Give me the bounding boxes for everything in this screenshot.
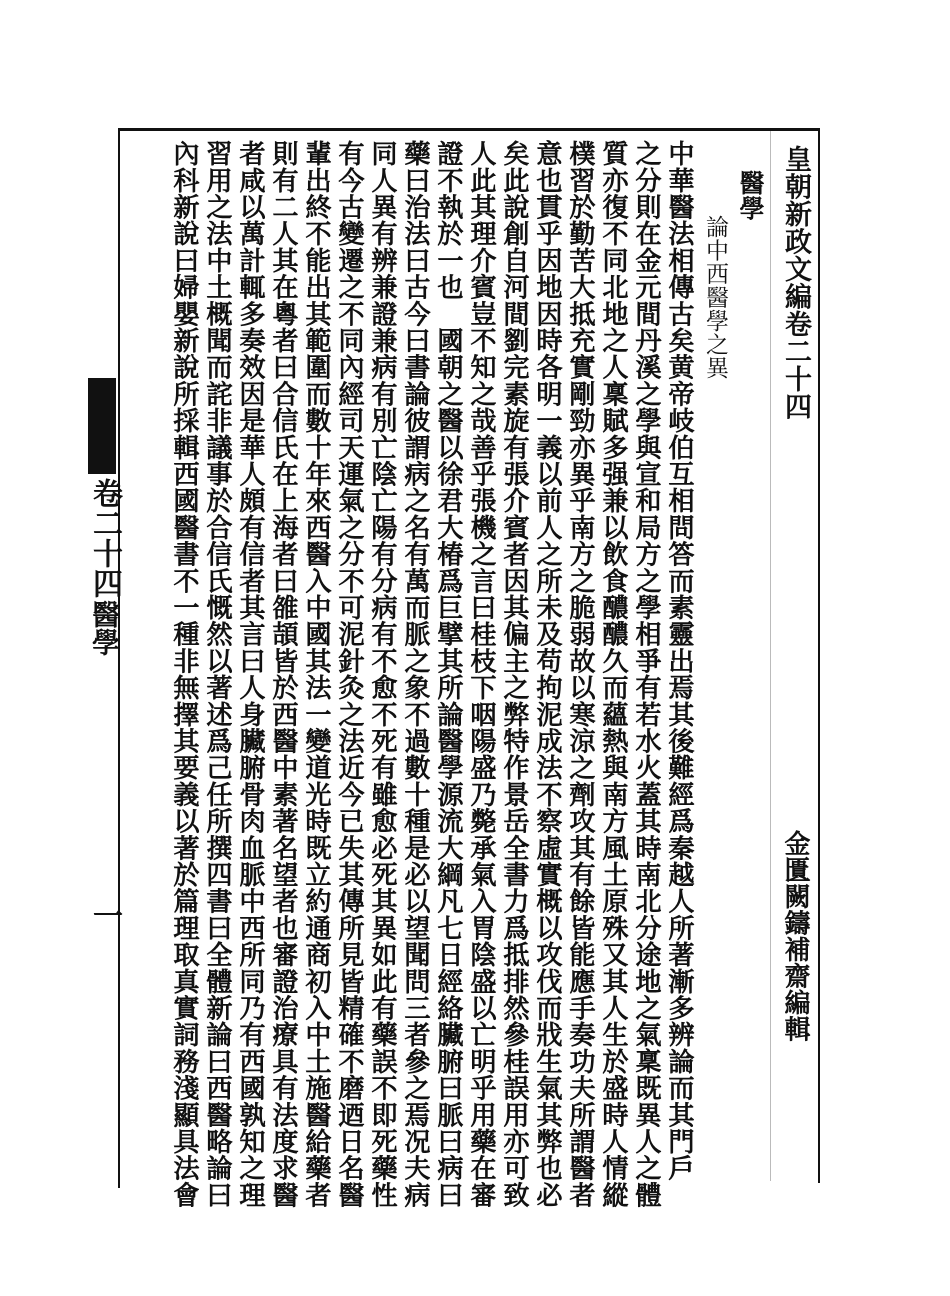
- text-column: 輩出終不能出其範圍而數十年來西醫入中國其法一變道光時既立約通商初入中土施醫給藥者: [301, 140, 332, 1208]
- title-column-rule: [770, 131, 771, 1181]
- margin-section-label: 醫學: [88, 600, 121, 656]
- text-column: 同人異有辨兼證兼病有別亡陰亡陽有分病有不愈不死有雖愈必死其異如此有藥誤不即死藥性: [367, 140, 398, 1208]
- margin-page-number: 一: [87, 900, 122, 930]
- text-column: 者咸以萬計輒多奏效因是華人頗有信者其言曰人身臟腑骨肉血脈中西所同乃有西國孰知之理: [235, 140, 266, 1208]
- text-column: 則有二人其在粵者曰合信氏在上海者曰雒頡皆於西醫中素著名望者也審證治療具有法度求醫: [268, 140, 299, 1208]
- text-column: 證不執於一也 國朝之醫以徐君大椿爲巨擘其所論醫學源流大綱凡七日經絡臟腑曰脈曰病曰: [433, 140, 464, 1208]
- margin-volume-label: 卷二十四: [87, 478, 122, 598]
- text-column: 質亦復不同北地之人稟賦多强兼以飲食醲醲久而蘊熱與南方風土原殊又其人生於盛時人情縱: [598, 140, 629, 1208]
- text-column: 有今古變遷之不同內經司天運氣之分不可泥針灸之法近今已失其傳所見皆精確不磨迺日名醫: [334, 140, 365, 1208]
- right-border-rule: [818, 128, 820, 1183]
- text-column: 人此其理介賓豈不知之哉善乎張機之言曰桂枝下咽陽盛乃斃承氣入胃陰盛以亡明乎用藥在審: [466, 140, 497, 1208]
- editor-credit: 金匱闕鑄補齋編輯: [780, 830, 810, 1042]
- text-column: 之分則在金元間丹溪之學與宣和局方之學相爭有若水火蓋其時南北分途地之氣稟既異人之體: [631, 140, 662, 1208]
- left-border-rule: [118, 128, 120, 1188]
- text-column: 習用之法中土概聞而詫非議事於合信氏慨然以著述爲己任所撰四書曰全體新論曰西醫略論曰: [202, 140, 233, 1208]
- text-column: 中華醫法相傳古矣黄帝岐伯互相問答而素靈出焉其後難經爲秦越人所著漸多辨論而其門戶: [664, 140, 695, 1182]
- text-column: 意也貫乎因地因時各明一義以前人之所未及苟拘泥成法不察虛實概以攻伐而戕生氣其弊也必: [532, 140, 563, 1208]
- article-title: 論中西醫學之異: [702, 215, 728, 380]
- text-column: 內科新說曰婦嬰新說所採輯西國醫書不一種非無擇其要義以著於篇理取真實詞務淺顯具法會: [169, 140, 200, 1208]
- fishtail-block-mark: [88, 378, 116, 474]
- section-heading: 醫學: [736, 170, 765, 221]
- top-border-rule: [120, 128, 820, 131]
- text-column: 矣此說創自河間劉完素旋有張介賓者因其偏主之弊特作景岳全書力爲抵排然參桂誤用亦可致: [499, 140, 530, 1208]
- text-column: 藥曰治法曰古今曰書論彼謂病之名有萬而脈之象不過數十種是必以望聞問三者參之焉况夫病: [400, 140, 431, 1208]
- volume-title: 皇朝新政文編卷二十四: [780, 145, 811, 420]
- text-column: 樸習於勤苦大抵充實剛勁亦異乎南方之脆弱故以寒涼之劑攻其有餘皆能應手奏功夫所謂醫者: [565, 140, 596, 1208]
